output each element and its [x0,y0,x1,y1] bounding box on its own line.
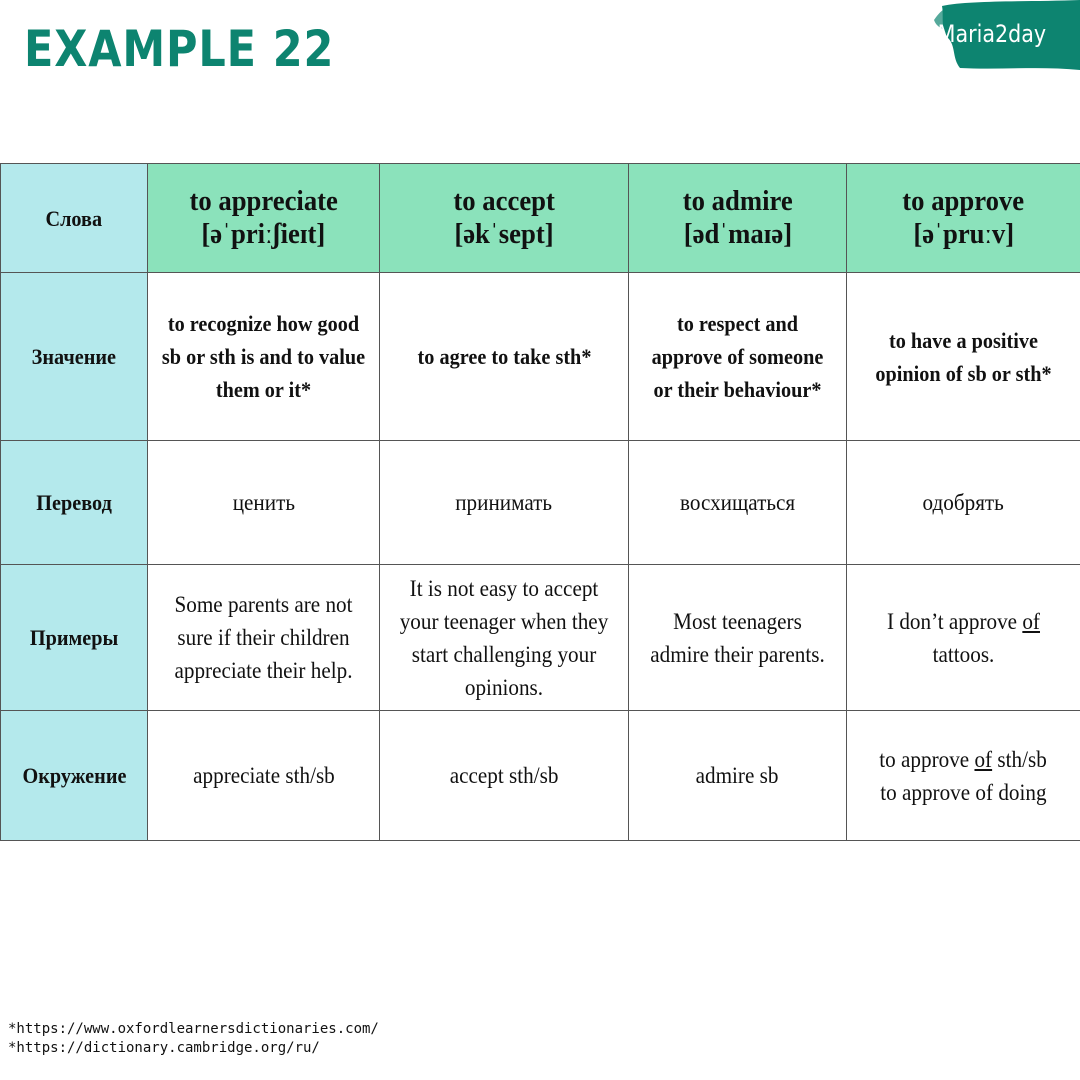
word-ipa: [əkˈsept] [454,218,554,250]
row-label-translation: Перевод [1,441,148,565]
meaning-cell: to agree to take sth* [380,273,629,441]
example-cell: I don’t approve of tattoos. [847,565,1080,711]
footnotes [8,1020,379,1058]
underlined-preposition: of [974,746,993,772]
meaning-cell: to respect and approve of someone or their behaviour* [629,273,847,441]
word-ipa: [əˈpruːv] [913,218,1014,250]
table-row-examples [1,565,1080,711]
row-label-meaning: Значение [1,273,148,441]
vocabulary-table [0,163,1080,841]
context-cell: admire sb [629,711,847,841]
word-ipa: [ədˈmaɪə] [683,218,792,250]
footnote-cambridge[interactable]: *https://dictionary.cambridge.org/ru/ [8,1040,320,1056]
word-title: to accept [453,185,555,217]
table-row-meaning [1,273,1080,441]
corner-label: Слова [1,164,148,273]
example-cell: Some parents are not sure if their children appreciate their help. [148,565,380,711]
context-cell: appreciate sth/sb [148,711,380,841]
underlined-preposition: of [1022,608,1040,634]
context-cell: accept sth/sb [380,711,629,841]
table-row-context [1,711,1080,841]
translation-cell: принимать [380,441,629,565]
word-title: to admire [682,185,793,217]
example-cell: Most teenagers admire their parents. [629,565,847,711]
footnote-oxford[interactable]: *https://www.oxfordlearnersdictionaries.com/ [8,1021,379,1037]
translation-cell: одобрять [847,441,1080,565]
word-header [847,164,1080,273]
table-row-words [1,164,1080,273]
example-cell: It is not easy to accept your teenager when they start challenging your opinions. [380,565,629,711]
word-header [148,164,380,273]
context-cell: to approve of sth/sb to approve of doing [847,711,1080,841]
word-title: to approve [902,185,1025,217]
word-header [380,164,629,273]
row-label-context: Окружение [1,711,148,841]
meaning-cell: to recognize how good sb or sth is and to value them or it* [148,273,380,441]
word-header [629,164,847,273]
page-title: EXAMPLE 22 [24,20,335,78]
table-row-translation [1,441,1080,565]
author-handle: @Maria2day [916,20,1046,48]
row-label-examples: Примеры [1,565,148,711]
word-ipa: [əˈpriːʃieɪt] [201,218,326,250]
word-title: to appreciate [189,185,338,217]
translation-cell: восхищаться [629,441,847,565]
translation-cell: ценить [148,441,380,565]
meaning-cell: to have a positive opinion of sb or sth* [847,273,1080,441]
